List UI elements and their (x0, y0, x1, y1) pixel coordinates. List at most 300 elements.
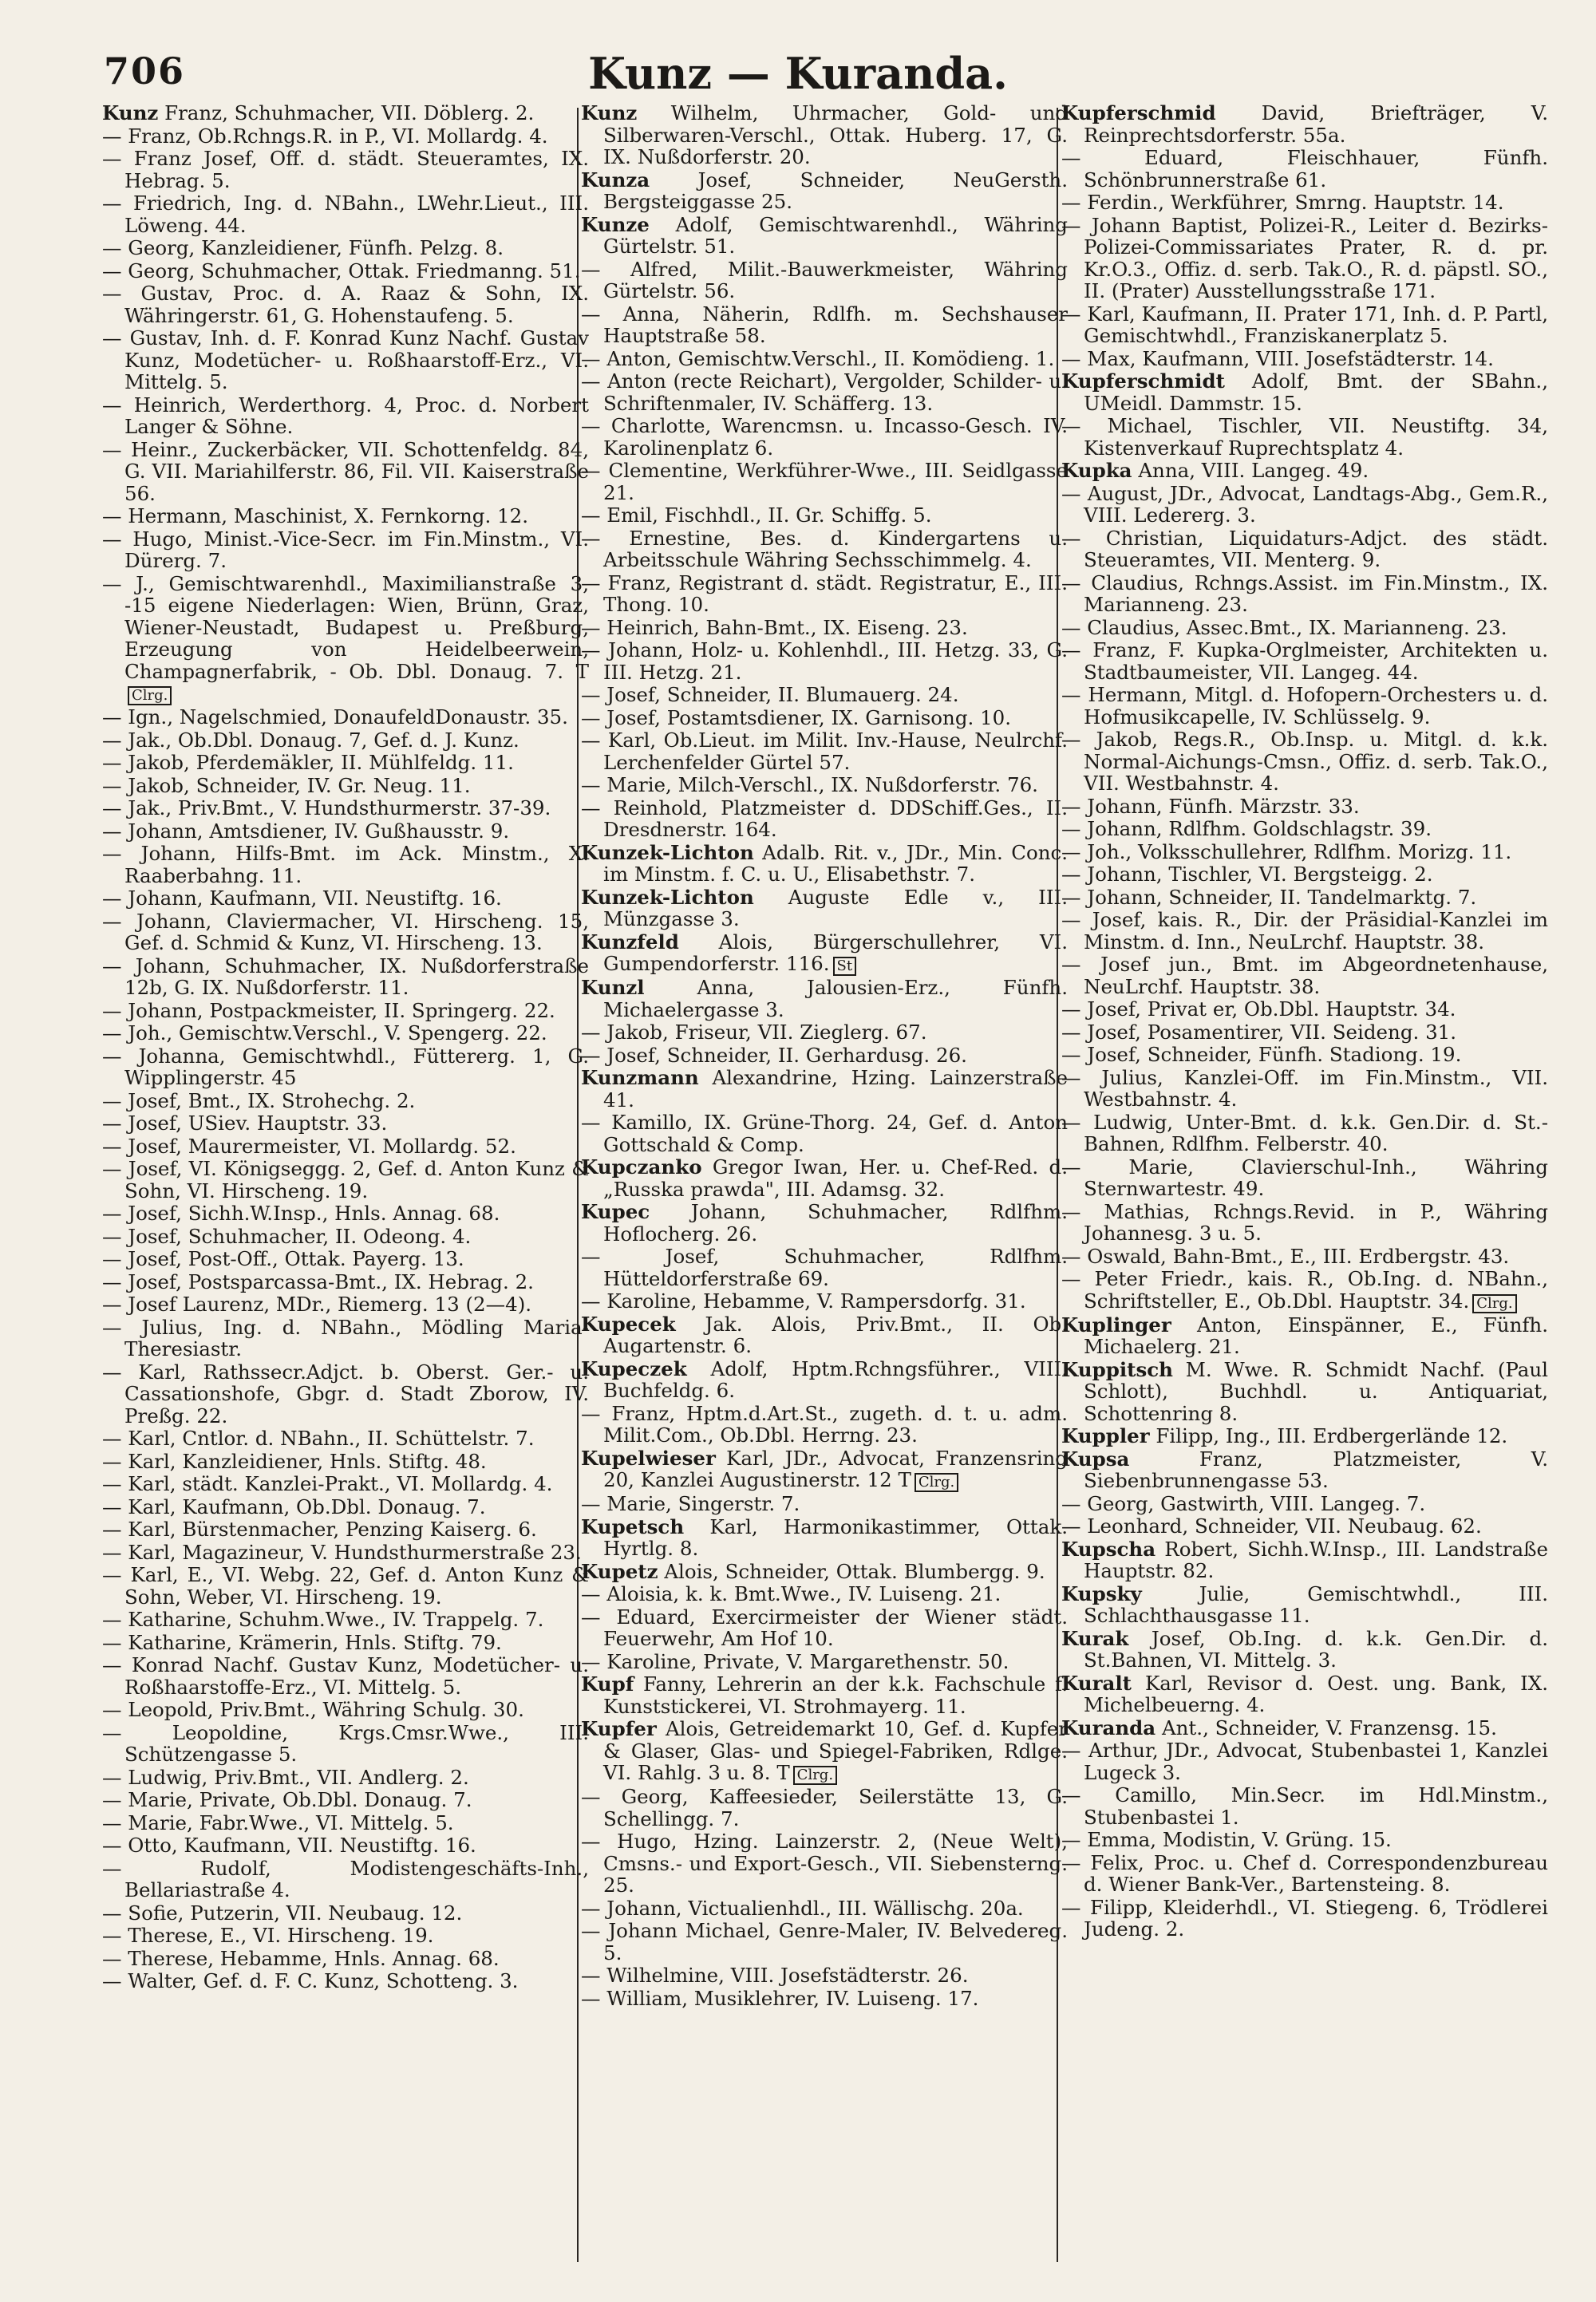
directory-entry (581, 1718, 1068, 1785)
entry-text: — Emma, Modistin, V. Grüng. 15. (1061, 1828, 1392, 1851)
entry-text: Karl, Revisor d. Oest. ung. Bank, IX. Michelbeuerng. 4. (1084, 1671, 1548, 1716)
entry-text: — Johann, Schuhmacher, IX. Nußdorferstraße 12b, G. IX. Nußdorferstr. 11. (102, 954, 589, 999)
directory-entry (1061, 1268, 1548, 1313)
directory-entry (581, 1021, 1068, 1044)
directory-entry (581, 1313, 1068, 1357)
entry-text: — Therese, E., VI. Hirscheng. 19. (102, 1924, 434, 1947)
directory-entry (102, 843, 589, 886)
directory-entry (102, 910, 589, 954)
directory-entry (102, 1022, 589, 1044)
entry-surname: Kupsa (1061, 1447, 1130, 1471)
directory-entry (1061, 1425, 1548, 1447)
entry-text: — Alfred, Milit.-Bauwerkmeister, Währing Gürtelstr. 56. (581, 257, 1068, 302)
entry-text: — Josef, Posamentirer, VII. Seideng. 31. (1061, 1020, 1457, 1044)
entry-text: — Christian, Liquidaturs-Adjct. des städt. Steueramtes, VII. Menterg. 9. (1061, 526, 1548, 571)
column-2 (581, 102, 1068, 2280)
directory-entry (581, 707, 1068, 729)
entry-text: — August, JDr., Advocat, Landtags-Abg., Gem.R., VIII. Ledererg. 3. (1061, 481, 1548, 527)
directory-entry (1061, 909, 1548, 953)
entry-surname: Kunzl (581, 976, 645, 999)
directory-entry (581, 1830, 1068, 1897)
entry-text: Adalb. Rit. v., JDr., Min. Conc. im Minstm. f. C. u. U., Elisabethstr. 7. (603, 840, 1068, 886)
entry-text: — Anton, Gemischtw.Verschl., II. Komödieng. 1. (581, 346, 1055, 370)
entry-surname: Kunz (102, 102, 159, 124)
entry-text: — Claudius, Assec.Bmt., IX. Marianneng. 23. (1061, 615, 1507, 639)
directory-entry (581, 348, 1068, 370)
directory-entry (102, 1542, 589, 1564)
directory-entry (1061, 415, 1548, 459)
entry-text: Auguste Edle v., III. Münzgasse 3. (603, 885, 1068, 930)
entry-text: — Franz, F. Kupka-Orglmeister, Architekten u. Stadtbaumeister, VII. Langeg. 44. (1061, 638, 1548, 684)
directory-entry (1061, 1583, 1548, 1627)
entry-text: — Walter, Gef. d. F. C. Kunz, Schotteng. 3. (102, 1969, 519, 1992)
entry-text: Gregor Iwan, Her. u. Chef-Red. d. „Russka prawda", III. Adamsg. 32. (603, 1155, 1068, 1201)
entry-text: — Claudius, Rchngs.Assist. im Fin.Minstm., IX. Marianneng. 23. (1061, 571, 1548, 616)
directory-entry (102, 1427, 589, 1450)
entry-text: — Heinrich, Werderthorg. 4, Proc. d. Norbert Langer & Söhne. (102, 393, 589, 438)
running-head: Kunz — Kuranda. (588, 48, 1008, 99)
entry-tag-box: Clrg. (128, 686, 172, 705)
entry-text: — Felix, Proc. u. Chef d. Correspondenzbureau d. Wiener Bank-Ver., Bartensteing. 8. (1061, 1850, 1548, 1896)
directory-entry (102, 1045, 589, 1089)
entry-text: — Josef, kais. R., Dir. der Präsidial-Kanzlei im Minstm. d. Inn., NeuLrchf. Hauptstr. 38. (1061, 908, 1548, 954)
entry-text: — Gustav, Inh. d. F. Konrad Kunz Nachf. Gustav Kunz, Modetücher- u. Roßhaarstoff-Erz., VI. Mittelg. 5. (102, 326, 589, 393)
entry-text: — Marie, Fabr.Wwe., VI. Mittelg. 5. (102, 1810, 454, 1834)
entry-text: — Josef, Schneider, Fünfh. Stadiong. 19. (1061, 1043, 1462, 1066)
directory-entry (102, 102, 589, 124)
entry-text: — Otto, Kaufmann, VII. Neustiftg. 16. (102, 1834, 476, 1857)
entry-text: Robert, Sichh.W.Insp., III. Landstraße Hauptstr. 82. (1084, 1537, 1548, 1582)
directory-entry (102, 528, 589, 572)
directory-entry (1061, 954, 1548, 997)
directory-entry (1061, 460, 1548, 482)
directory-entry (581, 259, 1068, 302)
entry-surname: Kupferschmidt (1061, 369, 1225, 393)
entry-text: Josef, Schneider, NeuGersth. Bergsteiggasse 25. (603, 168, 1068, 213)
directory-entry (1061, 1628, 1548, 1672)
entry-text: — Charlotte, Warencmsn. u. Incasso-Gesch. IV. Karolinenplatz 6. (581, 414, 1068, 460)
directory-entry (581, 1606, 1068, 1650)
entry-text: — Karl, Bürstenmacher, Penzing Kaiserg. 6. (102, 1518, 537, 1541)
directory-entry (102, 706, 589, 729)
directory-entry (1061, 303, 1548, 347)
directory-entry (581, 169, 1068, 213)
entry-text: — Johanna, Gemischtwhdl., Füttererg. 1, G. Wipplingerstr. 45 (102, 1044, 589, 1089)
entry-text: — Franz, Hptm.d.Art.St., zugeth. d. t. u. adm. Milit.Com., Ob.Dbl. Herrng. 23. (581, 1401, 1068, 1447)
entry-text: — Karl, Magazineur, V. Hundsthurmerstraße 23. (102, 1540, 582, 1564)
directory-entry (1061, 1156, 1548, 1200)
directory-entry (1061, 1448, 1548, 1492)
entry-surname: Kunza (581, 168, 650, 192)
entry-tag-box: Clrg. (793, 1766, 837, 1785)
directory-entry (102, 1564, 589, 1608)
entry-text: — Johann Baptist, Polizei-R., Leiter d. Bezirks-Polizei-Commissariates Prater, R. d. pr. Kr.O.3., Offiz. d. serb. Tak.O., R. d. päpstl. SO., II. (Prater) Ausstellungsstraße 171. (1061, 213, 1548, 302)
entry-text: — Josef Laurenz, MDr., Riemerg. 13 (2—4). (102, 1293, 532, 1316)
entry-text: — Johann, Kaufmann, VII. Neustiftg. 16. (102, 886, 502, 910)
column-3 (1061, 102, 1548, 2280)
entry-text: — Karl, Rathssecr.Adjct. b. Oberst. Ger.- u. Cassationshofe, Gbgr. d. Stadt Zborow, IV. Preßg. 22. (102, 1360, 589, 1427)
entry-text: — Sofie, Putzerin, VII. Neubaug. 12. (102, 1901, 463, 1925)
entry-text: — Georg, Kaffeesieder, Seilerstätte 13, G. Schellingg. 7. (581, 1785, 1068, 1830)
directory-entry (1061, 1246, 1548, 1268)
directory-entry (581, 415, 1068, 459)
entry-text: Anna, VIII. Langeg. 49. (1132, 459, 1369, 482)
directory-entry (102, 887, 589, 910)
directory-entry (581, 1156, 1068, 1200)
entry-text: — Heinrich, Bahn-Bmt., IX. Eiseng. 23. (581, 615, 968, 639)
entry-text: — Johann, Amtsdiener, IV. Gußhausstr. 9. (102, 819, 510, 843)
directory-entry (102, 573, 589, 706)
entry-text: Franz, Platzmeister, V. Siebenbrunnengasse 53. (1084, 1447, 1548, 1492)
entry-text: Alexandrine, Hzing. Lainzerstraße 41. (603, 1066, 1068, 1112)
entry-text: — Konrad Nachf. Gustav Kunz, Modetücher- u. Roßhaarstoffe-Erz., VI. Mittelg. 5. (102, 1653, 589, 1699)
directory-entry (581, 370, 1068, 414)
entry-text: Wilhelm, Uhrmacher, Gold- und Silberwaren-Verschl., Ottak. Huberg. 17, G. IX. Nußdorferstr. 20. (603, 102, 1068, 168)
directory-entry (1061, 1739, 1548, 1783)
entry-text: — Josef, Post-Off., Ottak. Payerg. 13. (102, 1247, 464, 1270)
entry-text: — Wilhelmine, VIII. Josefstädterstr. 26. (581, 1964, 969, 1987)
directory-entry (102, 1902, 589, 1925)
entry-text: — Camillo, Min.Secr. im Hdl.Minstm., Stubenbastei 1. (1061, 1783, 1548, 1829)
directory-entry (102, 282, 589, 326)
entry-surname: Kunzmann (581, 1066, 699, 1089)
entry-text: — Ign., Nagelschmied, DonaufeldDonaustr. 35. (102, 705, 568, 729)
entry-text: — Kamillo, IX. Grüne-Thorg. 24, Gef. d. Anton Gottschald & Comp. (581, 1111, 1068, 1156)
directory-entry (102, 820, 589, 843)
entry-surname: Kupczanko (581, 1155, 702, 1179)
directory-entry (581, 1651, 1068, 1673)
directory-entry (581, 102, 1068, 168)
entry-text: — J., Gemischtwarenhdl., Maximilianstraße 3, -15 eigene Niederlagen: Wien, Brünn, Graz, Wiener-Neustadt, Budapest u. Preßburg, Erzeugung von Heidelbeerwein, Champagnerfabrik, - Ob. Dbl. Donaug. 7. T (102, 571, 589, 683)
directory-entry (1061, 572, 1548, 616)
entry-surname: Kupscha (1061, 1537, 1156, 1561)
directory-entry (581, 1897, 1068, 1920)
entry-text: — Katharine, Schuhm.Wwe., IV. Trappelg. 7. (102, 1608, 544, 1631)
entry-text: — Josef, Sichh.W.Insp., Hnls. Annag. 68. (102, 1202, 500, 1225)
entry-text: — Peter Friedr., kais. R., Ob.Ing. d. NBahn., Schriftsteller, E., Ob.Dbl. Hauptstr. 34. (1061, 1267, 1548, 1313)
directory-entry (102, 1654, 589, 1698)
entry-text: — Josef, Schuhmacher, II. Odeong. 4. (102, 1224, 472, 1248)
entry-text: Adolf, Hptm.Rchngsführer., VIII. Buchfeldg. 6. (603, 1356, 1068, 1402)
directory-entry (102, 439, 589, 505)
directory-entry (102, 1722, 589, 1766)
entry-text: — Johann Michael, Genre-Maler, IV. Belvedereg. 5. (581, 1919, 1068, 1964)
directory-entry (581, 1358, 1068, 1402)
directory-entry (581, 1246, 1068, 1289)
directory-entry (581, 931, 1068, 977)
entry-text: — Karoline, Hebamme, V. Rampersdorfg. 31. (581, 1289, 1026, 1313)
entry-text: — Anna, Näherin, Rdlfh. m. Sechshauser Hauptstraße 58. (581, 302, 1068, 347)
directory-entry (102, 955, 589, 999)
directory-entry (102, 729, 589, 752)
entry-text: — Gustav, Proc. d. A. Raaz & Sohn, IX. Währingerstr. 61, G. Hohenstaufeng. 5. (102, 282, 589, 327)
entry-text: — Therese, Hebamme, Hnls. Annag. 68. (102, 1946, 500, 1970)
directory-entry (1061, 1538, 1548, 1582)
directory-entry (102, 1948, 589, 1970)
entry-text: — Leonhard, Schneider, VII. Neubaug. 62. (1061, 1514, 1482, 1538)
entry-text: — Ludwig, Unter-Bmt. d. k.k. Gen.Dir. d. St.-Bahnen, Rdlfhm. Felberstr. 40. (1061, 1110, 1548, 1155)
entry-text: Fanny, Lehrerin an der k.k. Fachschule f. Kunststickerei, VI. Strohmayerg. 11. (603, 1672, 1068, 1718)
entry-text: — Josef, Postamtsdiener, IX. Garnisong. 10. (581, 705, 1012, 729)
entry-text: — Emil, Fischhdl., II. Gr. Schiffg. 5. (581, 503, 932, 527)
entry-text: — Josef, Maurermeister, VI. Mollardg. 52. (102, 1134, 516, 1158)
directory-entry (1061, 1201, 1548, 1245)
directory-entry (581, 1988, 1068, 2010)
entry-text: — Karl, städt. Kanzlei-Prakt., VI. Mollardg. 4. (102, 1472, 553, 1495)
directory-entry (1061, 1067, 1548, 1111)
directory-entry (102, 505, 589, 527)
directory-entry (581, 1583, 1068, 1605)
entry-text: — Filipp, Kleiderhdl., VI. Stiegeng. 6, Trödlerei Judeng. 2. (1061, 1895, 1548, 1941)
directory-entry (581, 527, 1068, 571)
entry-surname: Kupfer (581, 1717, 657, 1740)
entry-text: — Karl, E., VI. Webg. 22, Gef. d. Anton Kunz & Sohn, Weber, VI. Hirscheng. 19. (102, 1563, 589, 1609)
entry-surname: Kurak (1061, 1626, 1129, 1650)
entry-text: — Hugo, Hzing. Lainzerstr. 2, (Neue Welt), Cmsns.- und Export-Gesch., VII. Siebensterng. 25. (581, 1830, 1068, 1897)
directory-entry (102, 1632, 589, 1654)
directory-entry (581, 1447, 1068, 1493)
entry-text: — Clementine, Werkführer-Wwe., III. Seidlgasse 21. (581, 459, 1068, 504)
entry-text: — Johann, Tischler, VI. Bergsteigg. 2. (1061, 863, 1433, 886)
entry-text: — Jak., Ob.Dbl. Donaug. 7, Gef. d. J. Kunz. (102, 728, 519, 752)
entry-text: Adolf, Gemischtwarenhdl., Währing Gürtelstr. 51. (603, 212, 1068, 258)
directory-entry (1061, 1852, 1548, 1896)
directory-entry (1061, 617, 1548, 639)
directory-entry (1061, 796, 1548, 818)
directory-entry (102, 1361, 589, 1427)
entry-text: — Hermann, Maschinist, X. Fernkorng. 12. (102, 504, 529, 527)
directory-entry (102, 1158, 589, 1202)
entry-text: — William, Musiklehrer, IV. Luiseng. 17. (581, 1986, 979, 2010)
entry-surname: Kuralt (1061, 1671, 1132, 1695)
entry-text: — Oswald, Bahn-Bmt., E., III. Erdbergstr. 43. (1061, 1244, 1510, 1268)
directory-entry (102, 237, 589, 259)
entry-text: — Michael, Tischler, VII. Neustiftg. 34, Kistenverkauf Ruprechtsplatz 4. (1061, 414, 1548, 460)
entry-text: — Katharine, Krämerin, Hnls. Stiftg. 79. (102, 1630, 502, 1654)
entry-text: — Jak., Priv.Bmt., V. Hundsthurmerstr. 37-39. (102, 796, 551, 819)
entry-text: — Karl, Kaufmann, Ob.Dbl. Donaug. 7. (102, 1495, 486, 1518)
entry-surname: Kupecek (581, 1312, 676, 1336)
entry-text: — Josef, Privat er, Ob.Dbl. Hauptstr. 34. (1061, 997, 1456, 1021)
entry-surname: Kuppler (1061, 1424, 1150, 1447)
directory-entry (1061, 841, 1548, 863)
entry-text: — Aloisia, k. k. Bmt.Wwe., IV. Luiseng. 21. (581, 1582, 1001, 1605)
entry-surname: Kupka (1061, 459, 1132, 482)
entry-text: — Leopold, Priv.Bmt., Währing Schulg. 30. (102, 1698, 524, 1721)
directory-entry (1061, 348, 1548, 370)
directory-entry (581, 1786, 1068, 1830)
directory-entry (102, 148, 589, 192)
directory-entry (581, 1403, 1068, 1447)
entry-text: — Johann, Rdlfhm. Goldschlagstr. 39. (1061, 817, 1432, 840)
entry-surname: Kupsky (1061, 1581, 1142, 1605)
entry-text: Alois, Bürgerschullehrer, VI. Gumpendorferstr. 116. (603, 930, 1068, 975)
entry-text: — Julius, Ing. d. NBahn., Mödling Maria-Theresiastr. (102, 1315, 589, 1360)
directory-entry (102, 1473, 589, 1495)
directory-entry (102, 797, 589, 819)
entry-text: — Arthur, JDr., Advocat, Stubenbastei 1, Kanzlei Lugeck 3. (1061, 1739, 1548, 1784)
entry-text: — Josef, Schneider, II. Gerhardusg. 26. (581, 1043, 967, 1067)
directory-entry (102, 394, 589, 438)
directory-entry (581, 303, 1068, 347)
directory-entry (102, 260, 589, 282)
directory-entry (581, 729, 1068, 773)
directory-entry (102, 1202, 589, 1225)
entry-text: — Johann, Holz- u. Kohlenhdl., III. Hetzg. 33, G. III. Hetzg. 21. (581, 638, 1068, 684)
directory-entry (581, 214, 1068, 258)
entry-text: Alois, Getreidemarkt 10, Gef. d. Kupfer & Glaser, Glas- und Spiegel-Fabriken, Rdlge. VI. Rahlg. 3 u. 8. T (603, 1717, 1068, 1784)
entry-text: Karl, Harmonikastimmer, Ottak. Hyrtlg. 8. (603, 1514, 1068, 1560)
directory-entry (1061, 1021, 1548, 1044)
directory-entry (1061, 818, 1548, 840)
entry-surname: Kupeczek (581, 1356, 687, 1380)
entry-text: — Heinr., Zuckerbäcker, VII. Schottenfeldg. 84, G. VII. Mariahilferstr. 86, Fil. VII. Kaiserstraße 56. (102, 437, 589, 505)
entry-text: — Ludwig, Priv.Bmt., VII. Andlerg. 2. (102, 1765, 469, 1789)
directory-entry (102, 1000, 589, 1022)
entry-text: — Karl, Ob.Lieut. im Milit. Inv.-Hause, Neulrchf. Lerchenfelder Gürtel 57. (581, 729, 1068, 774)
directory-entry (102, 1518, 589, 1541)
directory-entry (581, 1561, 1068, 1583)
entry-text: — Leopoldine, Krgs.Cmsr.Wwe., III. Schützengasse 5. (102, 1720, 589, 1766)
directory-entry (581, 1920, 1068, 1964)
directory-entry (102, 192, 589, 236)
entry-text: Ant., Schneider, V. Franzensg. 15. (1156, 1716, 1497, 1739)
entry-text: — Hugo, Minist.-Vice-Secr. im Fin.Minstm., VI. Dürerg. 7. (102, 527, 589, 572)
directory-entry (1061, 639, 1548, 683)
directory-entry (102, 775, 589, 797)
directory-entry (1061, 1044, 1548, 1066)
entry-text: — Joh., Gemischtw.Verschl., V. Spengerg. 22. (102, 1021, 547, 1044)
entry-text: — Eduard, Fleischhauer, Fünfh. Schönbrunnerstraße 61. (1061, 146, 1548, 192)
entry-text: M. Wwe. R. Schmidt Nachf. (Paul Schlott), Buchhdl. u. Antiquariat, Schottenring 8. (1084, 1357, 1548, 1425)
entry-text: Adolf, Bmt. der SBahn., UMeidl. Dammstr. 15. (1084, 369, 1548, 415)
directory-entry (581, 886, 1068, 930)
entry-text: — Jakob, Regs.R., Ob.Insp. u. Mitgl. d. k.k. Normal-Aichungs-Cmsn., Offiz. d. serb. Tak.O., VII. Westbahnstr. 4. (1061, 728, 1548, 795)
entry-text: Jak. Alois, Priv.Bmt., II. Ob. Augartenstr. 6. (603, 1312, 1068, 1357)
directory-entry (581, 1201, 1068, 1245)
entry-surname: Kupferschmid (1061, 102, 1216, 124)
directory-entry (581, 1067, 1068, 1111)
entry-surname: Kupf (581, 1672, 634, 1696)
directory-entry (1061, 483, 1548, 527)
entry-text: Josef, Ob.Ing. d. k.k. Gen.Dir. d. St.Bahnen, VI. Mittelg. 3. (1084, 1626, 1548, 1672)
directory-entry (1061, 192, 1548, 214)
directory-entry (102, 1451, 589, 1473)
entry-text: — Ernestine, Bes. d. Kindergartens u. Arbeitsschule Währing Sechsschimmelg. 4. (581, 526, 1068, 571)
entry-text: — Franz Josef, Off. d. städt. Steueramtes, IX. Hebrag. 5. (102, 147, 589, 192)
directory-entry (102, 1317, 589, 1360)
directory-entry (1061, 147, 1548, 191)
entry-text: Julie, Gemischtwhdl., III. Schlachthausgasse 11. (1084, 1581, 1548, 1627)
directory-entry (102, 1789, 589, 1811)
directory-entry (1061, 1112, 1548, 1155)
entry-text: — Franz, Registrant d. städt. Registratur, E., III. Thong. 10. (581, 571, 1068, 616)
entry-text: — Josef, Bmt., IX. Strohechg. 2. (102, 1088, 416, 1112)
entry-text: — Reinhold, Platzmeister d. DDSchiff.Ges., II. Dresdnerstr. 164. (581, 796, 1068, 841)
entry-text: Filipp, Ing., III. Erdbergerlände 12. (1149, 1424, 1508, 1447)
directory-entry (581, 842, 1068, 886)
entry-text: — Marie, Clavierschul-Inh., Währing Sternwartestr. 49. (1061, 1155, 1548, 1200)
entry-text: — Johann, Schneider, II. Tandelmarktg. 7. (1061, 885, 1477, 909)
directory-entry (102, 1496, 589, 1518)
entry-text: — Jakob, Friseur, VII. Zieglerg. 67. (581, 1021, 927, 1044)
directory-entry (102, 1090, 589, 1112)
entry-text: Anton, Einspänner, E., Fünfh. Michaelerg. 21. (1084, 1313, 1548, 1358)
entry-text: Johann, Schuhmacher, Rdlfhm. Hoflocherg. 26. (603, 1200, 1068, 1246)
entry-surname: Kunzek-Lichton (581, 885, 754, 909)
directory-entry (102, 1925, 589, 1947)
entry-text: — Johann, Hilfs-Bmt. im Ack. Minstm., X. Raaberbahng. 11. (102, 842, 589, 887)
directory-entry (581, 1290, 1068, 1313)
directory-entry (1061, 370, 1548, 414)
entry-text: — Georg, Schuhmacher, Ottak. Friedmanng. 51. (102, 259, 581, 282)
entry-text: Anna, Jalousien-Erz., Fünfh. Michaelergasse 3. (603, 976, 1068, 1021)
entry-tag-box: Clrg. (1472, 1294, 1516, 1313)
entry-text: David, Briefträger, V. Reinprechtsdorferstr. 55a. (1084, 102, 1548, 147)
directory-entry (581, 684, 1068, 706)
directory-entry (1061, 863, 1548, 886)
entry-text: — Karoline, Private, V. Margarethenstr. 50. (581, 1649, 1009, 1673)
entry-text: — Josef, VI. Königseggg. 2, Gef. d. Anton Kunz & Sohn, VI. Hirscheng. 19. (102, 1157, 589, 1202)
column-1 (102, 102, 589, 2280)
directory-entry (1061, 1359, 1548, 1425)
directory-entry (1061, 527, 1548, 571)
directory-entry (102, 1248, 589, 1270)
entry-text: Franz, Schuhmacher, VII. Döblerg. 2. (158, 102, 535, 124)
directory-entry (581, 1516, 1068, 1560)
directory-entry (102, 1226, 589, 1248)
directory-entry (581, 460, 1068, 503)
entry-surname: Kuppitsch (1061, 1357, 1173, 1381)
directory-entry (581, 797, 1068, 841)
entry-surname: Kuplinger (1061, 1313, 1171, 1337)
entry-surname: Kunze (581, 212, 650, 236)
entry-text: — Joh., Volksschullehrer, Rdlfhm. Morizg. 11. (1061, 839, 1512, 863)
directory-entry (102, 1858, 589, 1901)
directory-entry (102, 1812, 589, 1834)
page-number: 706 (104, 49, 186, 93)
entry-text: Karl, JDr., Advocat, Franzensring 20, Kanzlei Augustinerstr. 12 T (603, 1446, 1068, 1491)
directory-entry (1061, 998, 1548, 1021)
entry-surname: Kupelwieser (581, 1446, 716, 1470)
directory-entry (102, 1135, 589, 1158)
entry-text: — Johann, Postpackmeister, II. Springerg. 22. (102, 998, 555, 1022)
entry-text: — Josef, Schneider, II. Blumauerg. 24. (581, 683, 959, 706)
directory-entry (102, 1699, 589, 1721)
directory-entry (581, 1044, 1068, 1067)
directory-entry (1061, 1493, 1548, 1515)
entry-text: — Georg, Gastwirth, VIII. Langeg. 7. (1061, 1491, 1426, 1515)
directory-entry (102, 1970, 589, 1992)
directory-entry (1061, 1717, 1548, 1739)
entry-surname: Kupetsch (581, 1514, 685, 1538)
entry-text: — Friedrich, Ing. d. NBahn., LWehr.Lieut., III. Löweng. 44. (102, 192, 589, 237)
directory-entry (1061, 886, 1548, 909)
directory-entry (581, 1964, 1068, 1987)
entry-text: — Rudolf, Modistengeschäfts-Inh., Bellariastraße 4. (102, 1856, 589, 1901)
directory-entry (1061, 1829, 1548, 1851)
directory-entry (1061, 1314, 1548, 1358)
directory-entry (581, 1673, 1068, 1717)
entry-text: — Marie, Milch-Verschl., IX. Nußdorferstr. 76. (581, 773, 1038, 796)
directory-entry (1061, 102, 1548, 146)
entry-text: — Karl, Kanzleidiener, Hnls. Stiftg. 48. (102, 1449, 487, 1473)
entry-text: Alois, Schneider, Ottak. Blumbergg. 9. (658, 1559, 1045, 1583)
directory-entry (581, 977, 1068, 1021)
entry-text: — Marie, Singerstr. 7. (581, 1492, 800, 1515)
directory-entry (102, 327, 589, 393)
directory-entry (102, 1767, 589, 1789)
